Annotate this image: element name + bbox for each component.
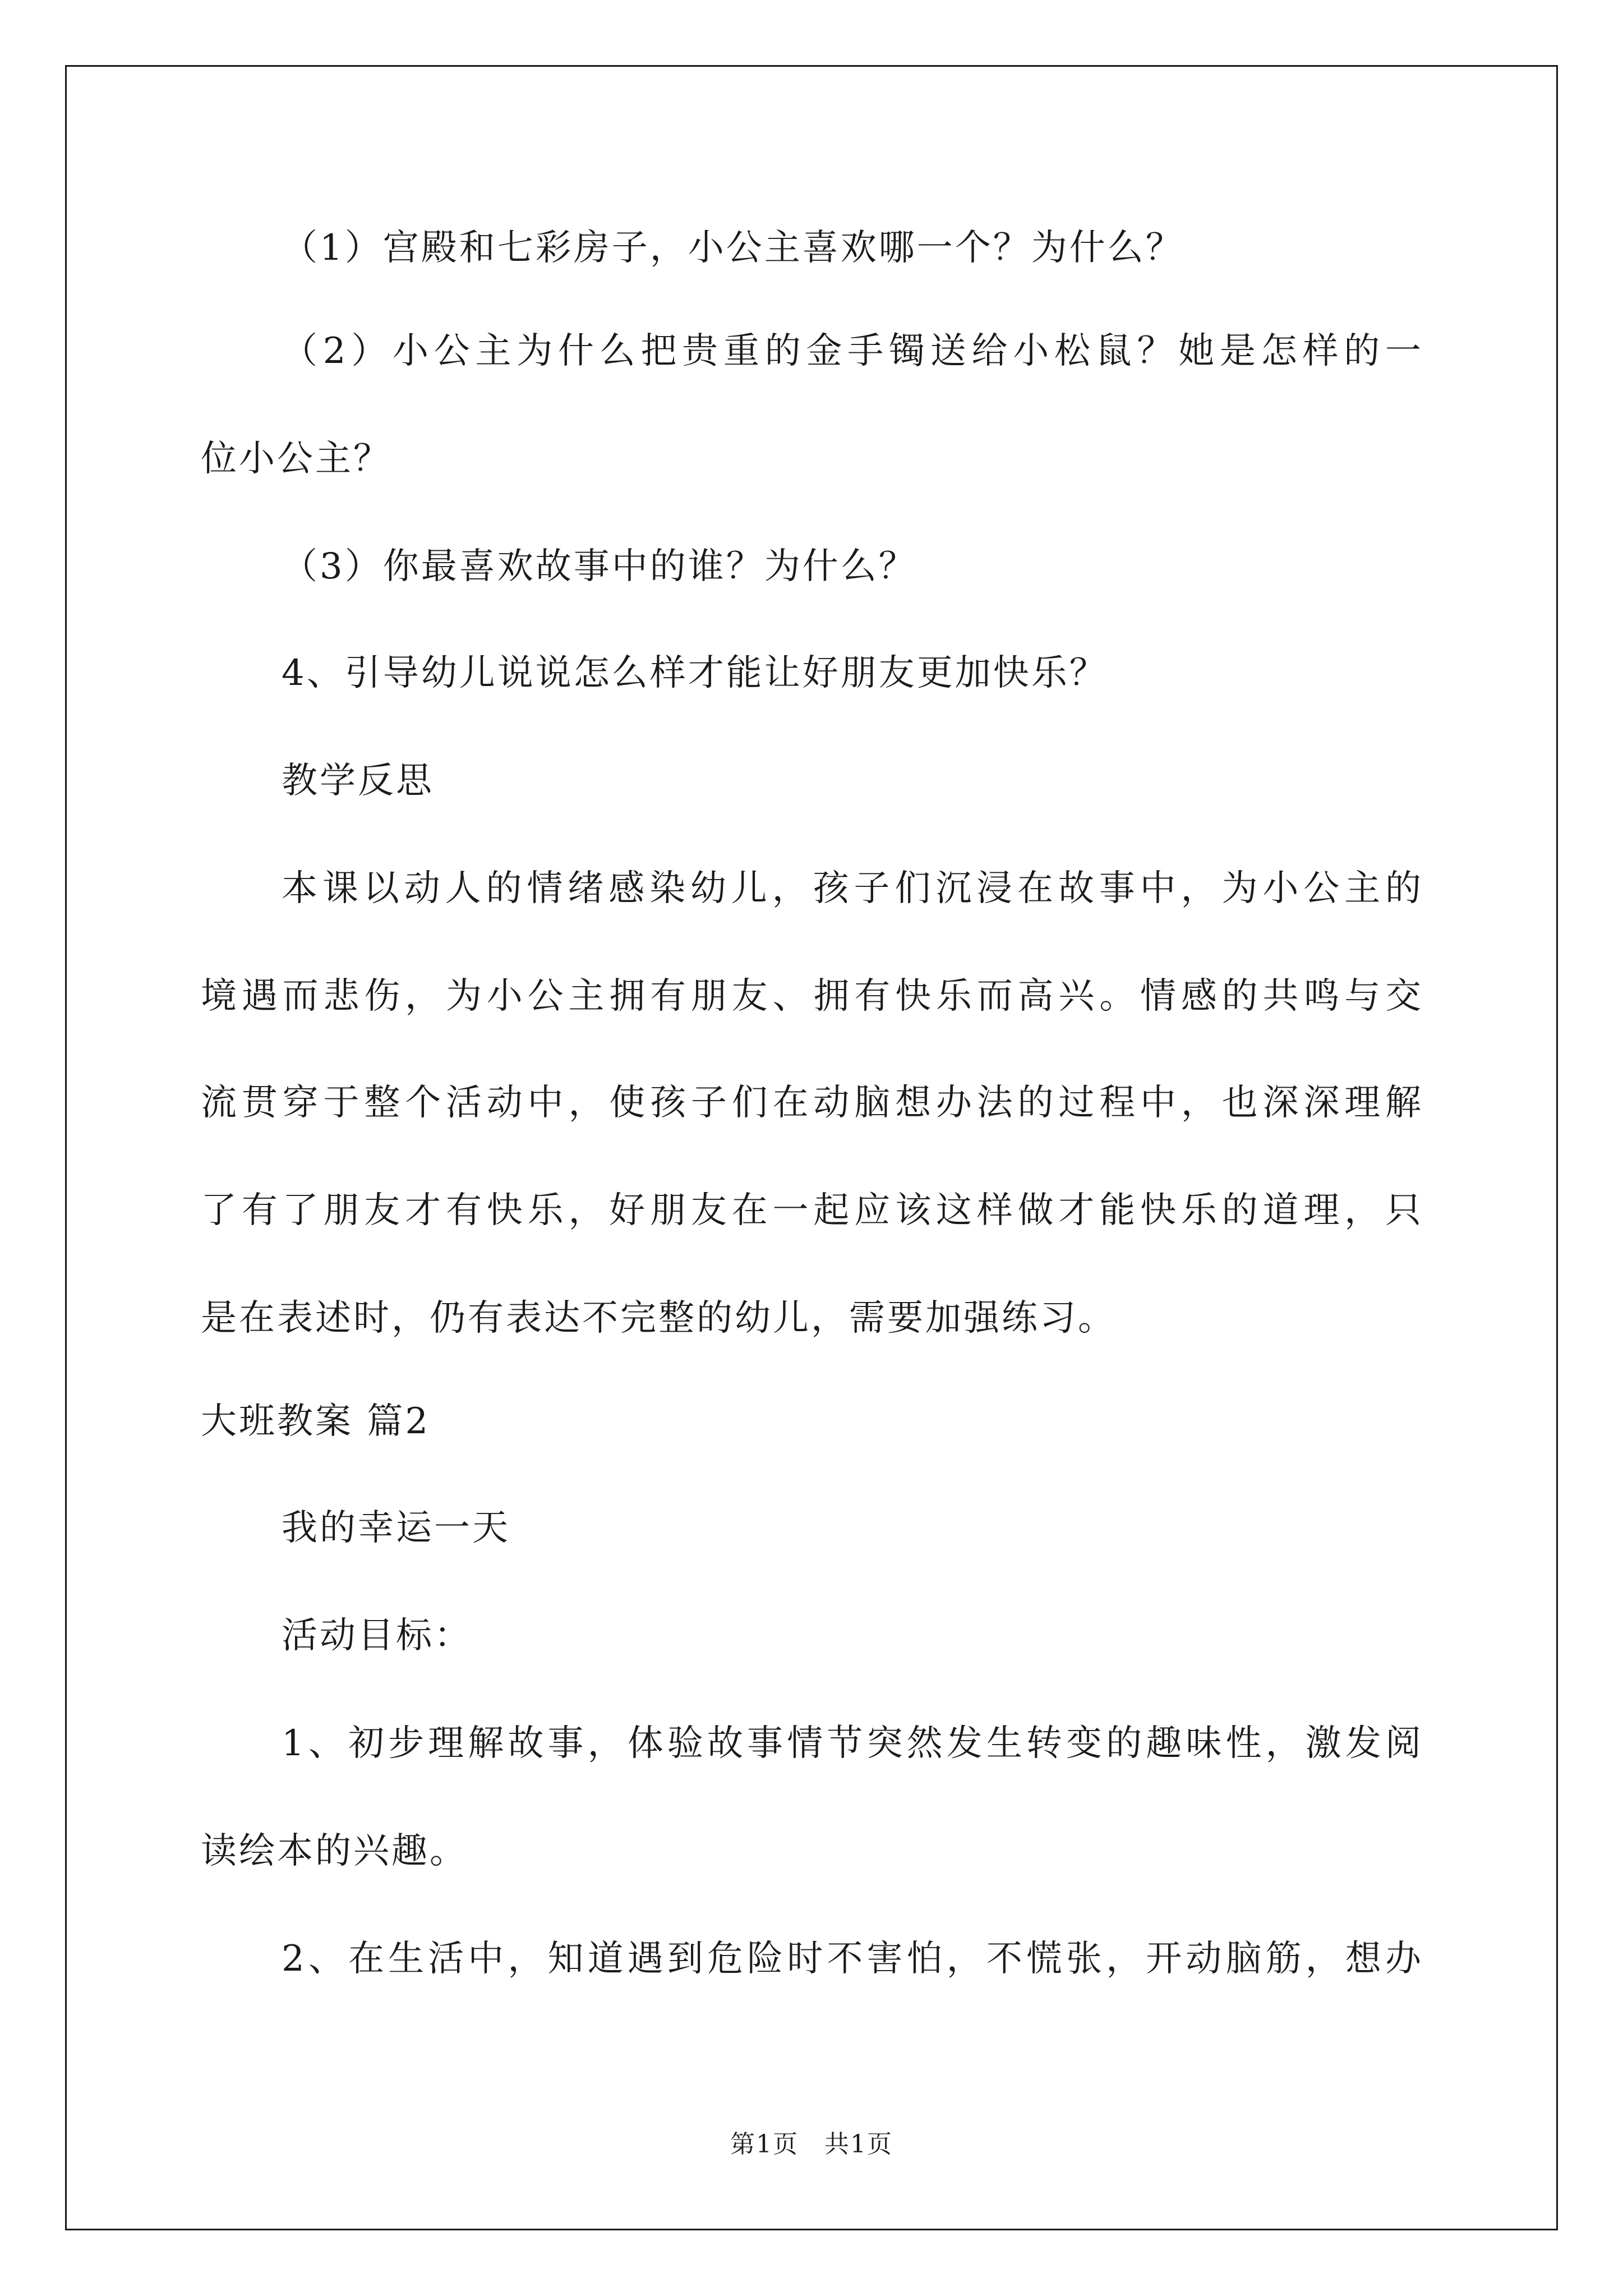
- page-footer: 第1页 共1页: [730, 2130, 893, 2159]
- reflection-line-3: 流贯穿于整个活动中，使孩子们在动脑想办法的过程中，也深深理解: [201, 1082, 1423, 1124]
- question-3: （3）你最喜欢故事中的谁？为什么？: [282, 546, 917, 587]
- goal-1-line-1: 1、初步理解故事，体验故事情节突然发生转变的趣味性，激发阅: [282, 1723, 1423, 1764]
- section-heading: 大班教案 篇2: [201, 1401, 431, 1442]
- goal-2-line-1: 2、在生活中，知道遇到危险时不害怕，不慌张，开动脑筋，想办: [282, 1938, 1423, 1980]
- reflection-line-5: 是在表述时，仍有表达不完整的幼儿，需要加强练习。: [201, 1297, 1116, 1339]
- goals-heading: 活动目标：: [282, 1615, 472, 1657]
- reflection-line-2: 境遇而悲伤，为小公主拥有朋友、拥有快乐而高兴。情感的共鸣与交: [201, 976, 1423, 1017]
- reflection-line-4: 了有了朋友才有快乐，好朋友在一起应该这样做才能快乐的道理，只: [201, 1190, 1423, 1231]
- question-1: （1）宫殿和七彩房子，小公主喜欢哪一个？为什么？: [282, 227, 1184, 269]
- step-4: 4、引导幼儿说说怎么样才能让好朋友更加快乐？: [282, 652, 1108, 694]
- goal-1-line-2: 读绘本的兴趣。: [201, 1830, 468, 1872]
- reflection-line-1: 本课以动人的情绪感染幼儿，孩子们沉浸在故事中，为小公主的: [282, 868, 1423, 909]
- question-2-line-1: （2）小公主为什么把贵重的金手镯送给小松鼠？她是怎样的一: [282, 330, 1423, 372]
- page-border: [65, 65, 1558, 2230]
- question-2-line-2: 位小公主？: [201, 438, 391, 480]
- reflection-heading: 教学反思: [282, 760, 434, 802]
- story-title: 我的幸运一天: [282, 1507, 510, 1549]
